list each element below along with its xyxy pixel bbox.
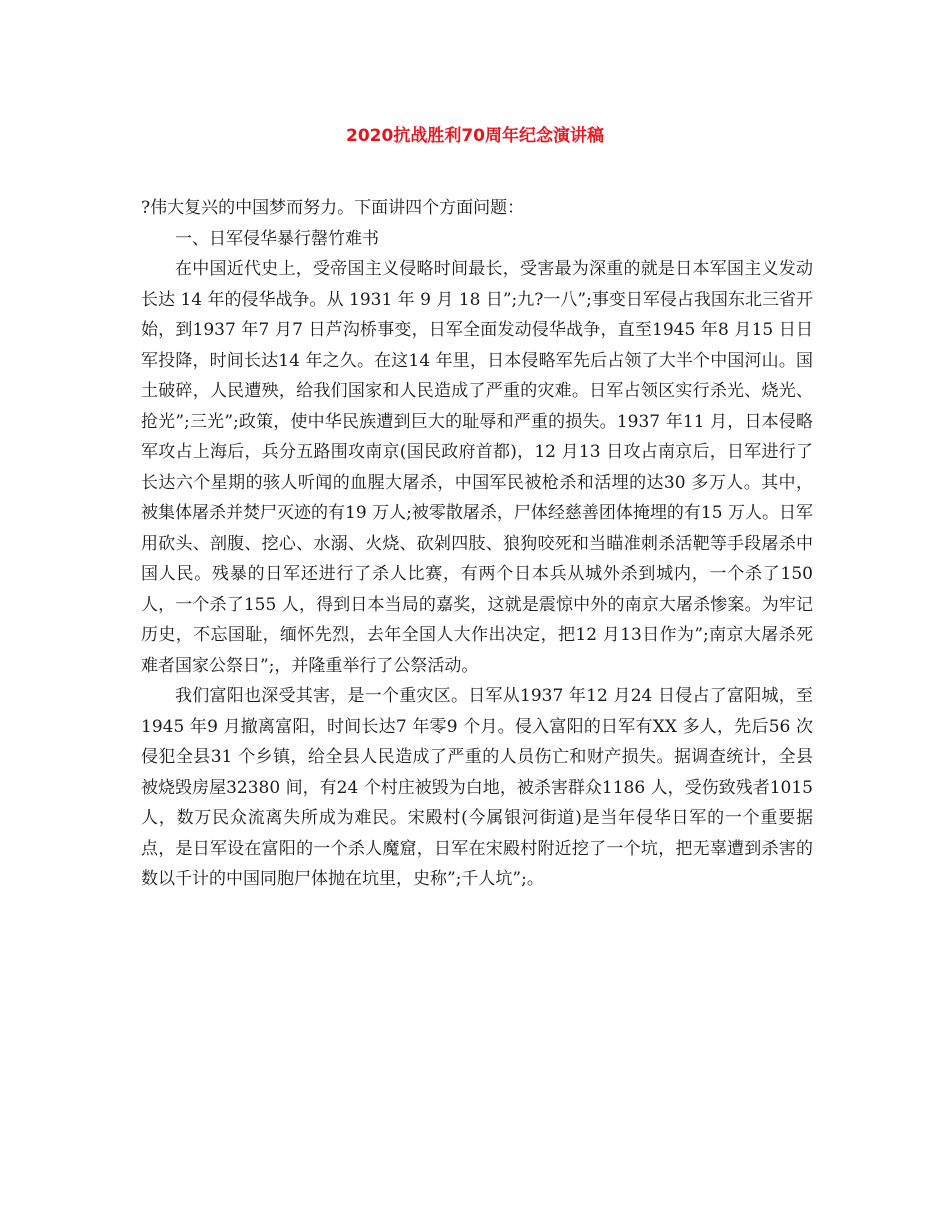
document-title: 2020抗战胜利70周年纪念演讲稿 [346,126,604,146]
paragraph: ?伟大复兴的中国梦而努力。下面讲四个方面问题： [141,198,525,218]
document-body [141,193,813,895]
section-heading: 一、日军侵华暴行罄竹难书 [175,228,379,249]
paragraph: 我们富阳也深受其害，是一个重灾区。日军从1937 年12 月24 日侵占了富阳城，至1945 年9 月撤离富阳，时间长达7 年零9 个月。侵入富阳的日军有XX 多人，先后56 次侵犯全县31 个乡镇，给全县人民造成了严重的人员伤亡和财产损失。据调查统计，全县被烧毁房屋32380 间，有24 个村庄被毁为白地，被杀害群众1186 人，受伤致残者1015 人，数万民众流离失所成为难民。宋殿村(今属银河街道)是当年侵华日军的一个重要据点，是日军设在富阳的一个杀人魔窟，日军在宋殿村附近挖了一个坑，把无辜遭到杀害的数以千计的中国同胞尸体抛在坑里，史称”;千人坑”;。 [141,686,813,889]
paragraph: 在中国近代史上，受帝国主义侵略时间最长，受害最为深重的就是日本军国主义发动长达 14 年的侵华战争。从 1931 年 9 月 18 日”;九?一八”;事变日军侵占我国东北三省开始，到1937 年7 月7 日芦沟桥事变，日军全面发动侵华战争，直至1945 年8 月15 日日军投降，时间长达14 年之久。在这14 年里，日本侵略军先后占领了大半个中国河山。国土破碎，人民遭殃，给我们国家和人民造成了严重的灾难。日军占领区实行杀光、烧光、抢光”;三光”;政策，使中华民族遭到巨大的耻辱和严重的损失。1937 年11 月，日本侵略军攻占上海后，兵分五路围攻南京(国民政府首都)，12 月13 日攻占南京后，日军进行了长达六个星期的骇人听闻的血腥大屠杀，中国军民被枪杀和活埋的达30 多万人。其中，被集体屠杀并焚尸灭迹的有19 万人;被零散屠杀，尸体经慈善团体掩埋的有15 万人。日军用砍头、剖腹、挖心、水溺、火烧、砍剁四肢、狼狗咬死和当瞄准刺杀活靶等手段屠杀中国人民。残暴的日军还进行了杀人比赛，有两个日本兵从城外杀到城内，一个杀了150 人，一个杀了155 人，得到日本当局的嘉奖，这就是震惊中外的南京大屠杀惨案。为牢记历史，不忘国耻，缅怀先烈，去年全国人大作出决定，把12 月13日作为”;南京大屠杀死难者国家公祭日”;，并隆重举行了公祭活动。 [141,259,813,676]
